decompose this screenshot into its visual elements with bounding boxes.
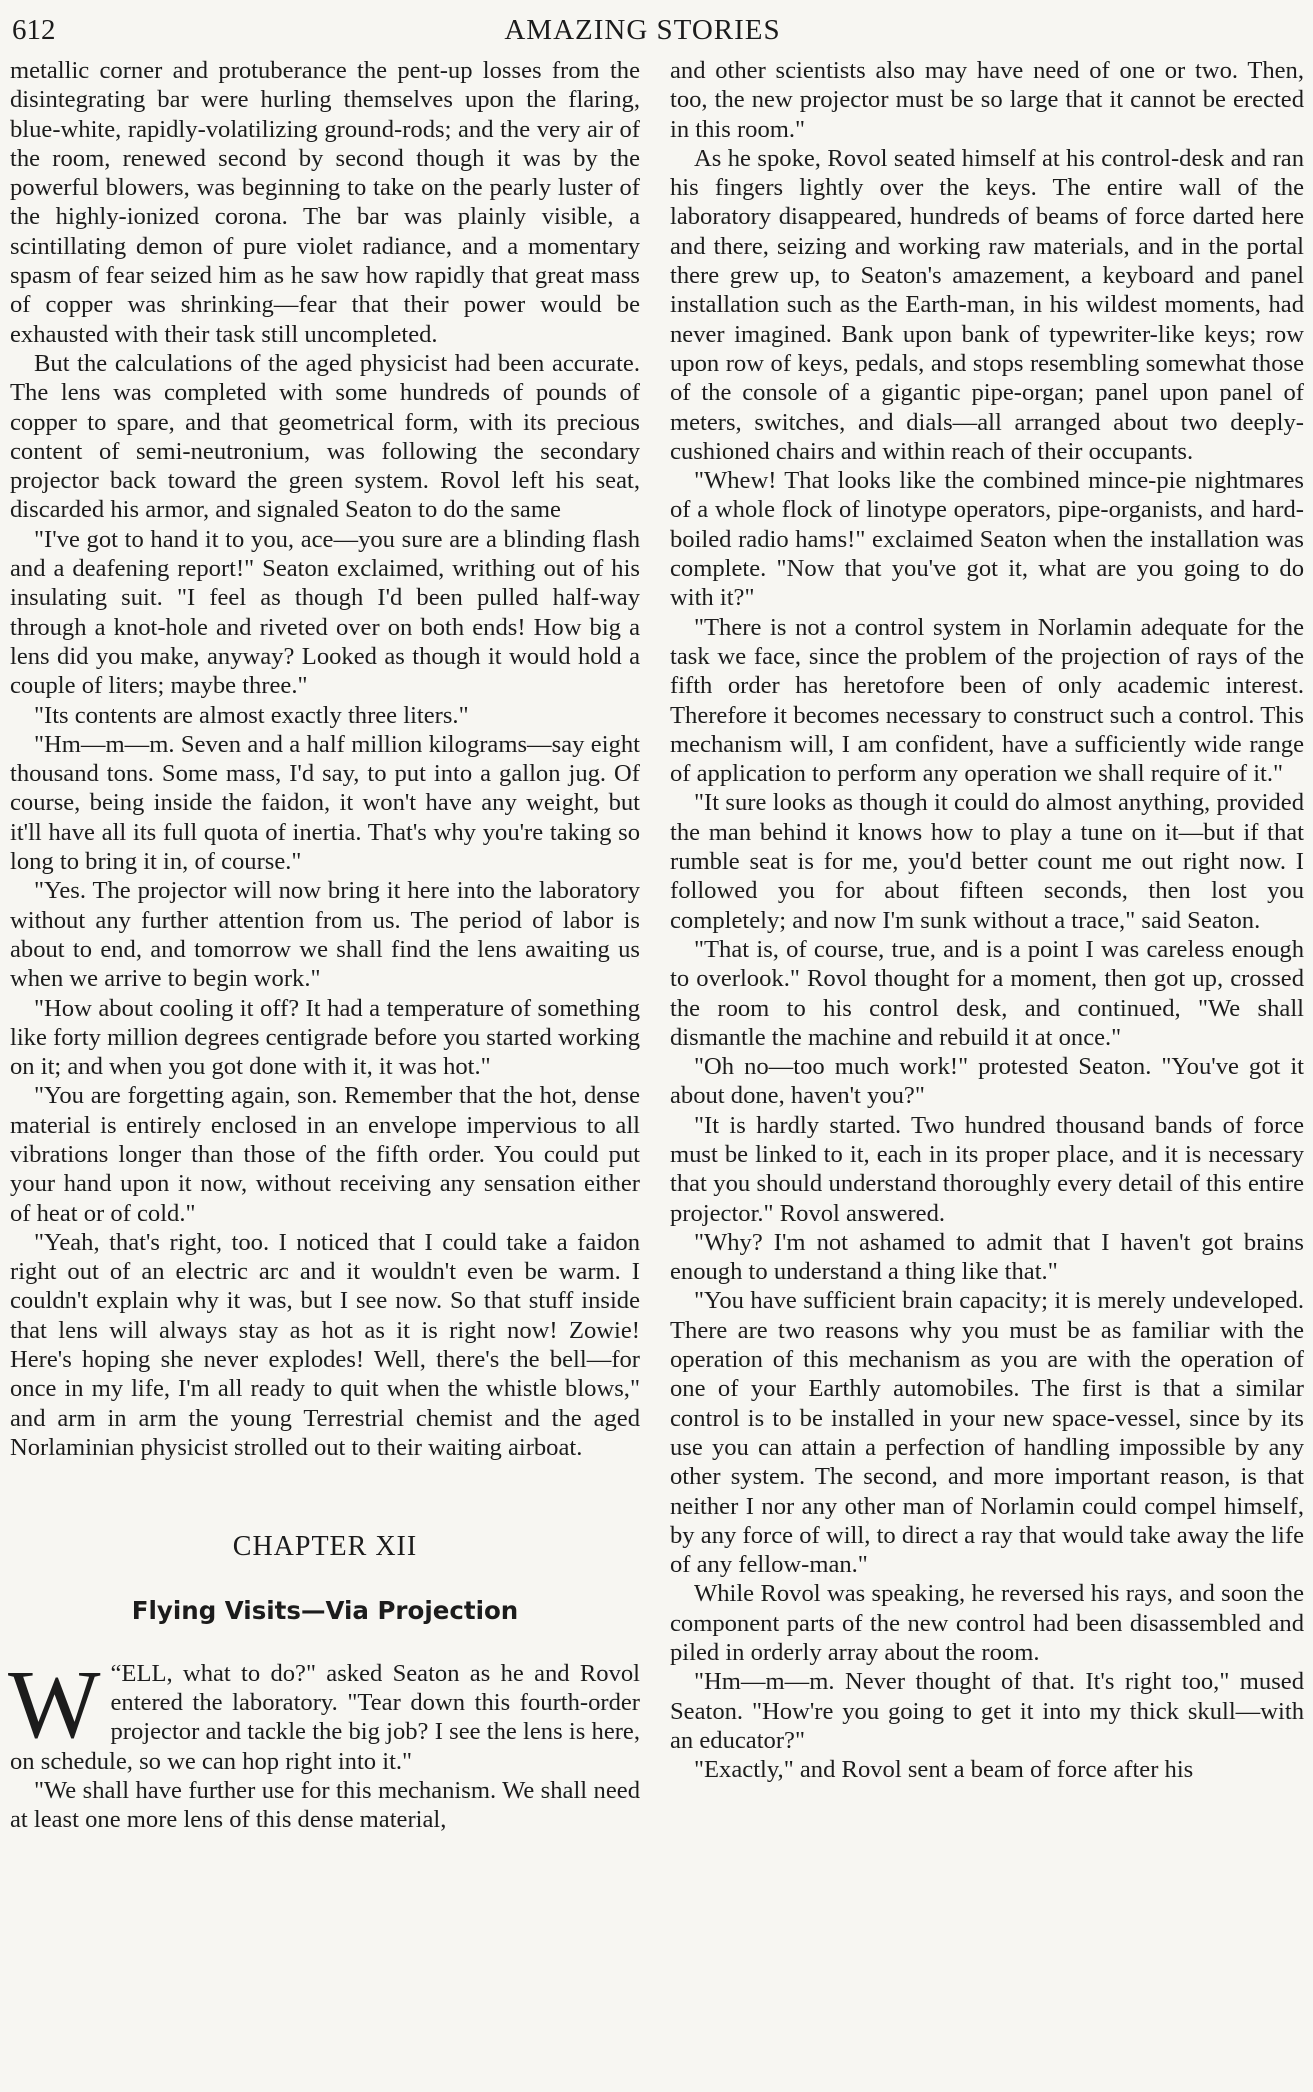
paragraph: metallic corner and protuberance the pent-up losses from the disintegrating bar were hurling themselves upon the flaring, blue-white, rapidly-volatilizing ground-rods; and the very air of the room, renewed second by second though it was by the powerful blowers, was beginning to take on the pearly luster of the highly-ionized corona. The bar was plainly visible, a scintillating demon of pure violet radiance, and a momentary spasm of fear seized him as he saw how rapidly that great mass of copper was shrinking—fear that their power would be exhausted with their task still uncompleted. bbox=[10, 57, 640, 348]
paragraph: "There is not a control system in Norlamin adequate for the task we face, since the problem of the projection of rays of the fifth order has heretofore been of only academic interest. Therefore it becomes necessary to construct such a control. This mechanism will, I am confident, have a sufficiently wide range of application to perform any operation we shall require of it." bbox=[670, 613, 1304, 788]
paragraph: "Hm—m—m. Never thought of that. It's right too," mused Seaton. "How're you going to get it into my thick skull—with an educator?" bbox=[670, 1668, 1304, 1754]
chapter-title: Flying Visits—Via Projection bbox=[131, 1595, 519, 1625]
paragraph: "Oh no—too much work!" protested Seaton. "You've got it about done, haven't you?" bbox=[670, 1053, 1304, 1110]
paragraph: "Its contents are almost exactly three liters." bbox=[34, 701, 469, 729]
paragraph: "Yes. The projector will now bring it here into the laboratory without any further attention from us. The period of labor is about to end, and tomorrow we shall find the lens awaiting us when we arrive to begin work." bbox=[10, 877, 640, 993]
open-quote: “ bbox=[110, 1659, 122, 1687]
paragraph: But the calculations of the aged physicist had been accurate. The lens was completed with some hundreds of pounds of copper to spare, and that geometrical form, with its precious content of semi-neutronium, was following the secondary projector back toward the green system. Rovol left his seat, discarded his armor, and signaled Seaton to do the same bbox=[10, 349, 640, 524]
paragraph: "It is hardly started. Two hundred thousand bands of force must be linked to it, each in its proper place, and it is necessary that you should understand thoroughly every detail of this entire projector." Rovol answered. bbox=[670, 1111, 1304, 1227]
paragraph: "We shall have further use for this mechanism. We shall need at least one more lens of this dense material, bbox=[10, 1777, 640, 1834]
paragraph: "How about cooling it off? It had a temperature of something like forty million degrees centigrade before you started working on it; and when you got done with it, it was hot." bbox=[10, 994, 640, 1081]
paragraph: and other scientists also may have need of one or two. Then, too, the new projector must be so large that it cannot be erected in this room." bbox=[670, 57, 1304, 143]
page-header bbox=[12, 10, 1273, 54]
paragraph: "Whew! That looks like the combined mince-pie nightmares of a whole flock of linotype operators, pipe-organists, and hard-boiled radio hams!" exclaimed Seaton when the installation was complete. "Now that you've got it, what are you going to do with it?" bbox=[670, 467, 1304, 612]
paragraph: As he spoke, Rovol seated himself at his control-desk and ran his fingers lightly over the keys. The entire wall of the laboratory disappeared, hundreds of beams of force darted here and there, seizing and working raw materials, and in the portal there grew up, to Seaton's amazement, a keyboard and panel installation such as the Earth-man, in his wildest moments, had never imagined. Bank upon bank of typewriter-like keys; row upon row of keys, pedals, and stops resembling somewhat those of the console of a gigantic pipe-organ; panel upon panel of meters, switches, and dials—all arranged about two deeply-cushioned chairs and within reach of their occupants. bbox=[670, 144, 1304, 465]
drop-cap-letter: W bbox=[8, 1650, 101, 1759]
paragraph: "I've got to hand it to you, ace—you sure are a blinding flash and a deafening report!" Seaton exclaimed, writhing out of his insulating suit. "I feel as though I'd been pulled half-way through a knot-hole and riveted over on both ends! How big a lens did you make, anyway? Looked as though it would hold a couple of liters; maybe three." bbox=[10, 525, 640, 700]
paragraph: While Rovol was speaking, he reversed his rays, and soon the component parts of the new control had been disassembled and piled in orderly array about the room. bbox=[670, 1580, 1304, 1667]
running-head: AMAZING STORIES bbox=[504, 14, 781, 46]
page-number: 612 bbox=[12, 14, 56, 46]
left-column bbox=[10, 56, 640, 1835]
dropcap-paragraph bbox=[8, 1650, 640, 1776]
paragraph: "You have sufficient brain capacity; it is merely undeveloped. There are two reasons why you must be as familiar with the operation of this mechanism as you are with the operation of one of your Earthly automobiles. The first is that a similar control is to be installed in your new space-vessel, since by its use you can attain a perfection of handling impossible by any other system. The second, and more important reason, is that neither I nor any other man of Norlamin could compel himself, by any force of will, to direct a ray that would take away the life of any fellow-man." bbox=[670, 1287, 1304, 1579]
paragraph: "Exactly," and Rovol sent a beam of force after his bbox=[694, 1756, 1194, 1784]
paragraph: "You are forgetting again, son. Remember that the hot, dense material is entirely enclosed in an envelope impervious to all vibrations longer than those of the fifth order. You could put your hand upon it now, without receiving any sensation either of heat or of cold." bbox=[10, 1082, 640, 1227]
right-column bbox=[670, 56, 1304, 1785]
dropcap-text: ELL, what to do?" asked Seaton as he and Rovol entered the laboratory. "Tear down this fourth-order projector and tackle the big job? I see the lens is here, on schedule, so we can hop right into it." bbox=[10, 1659, 640, 1775]
paragraph: "That is, of course, true, and is a point I was careless enough to overlook." Rovol thought for a moment, then got up, crossed the room to his control desk, and continued, "We shall dismantle the machine and rebuild it at once." bbox=[670, 935, 1304, 1051]
paragraph: "Yeah, that's right, too. I noticed that I could take a faidon right out of an electric arc and it wouldn't even be warm. I couldn't explain why it was, but I see now. So that stuff inside that lens will always stay as hot as it is right now! Zowie! Here's hoping she never explodes! Well, there's the bell—for once in my life, I'm all ready to quit when the whistle blows," and arm in arm the young Terrestrial chemist and the aged Norlaminian physicist strolled out to their waiting airboat. bbox=[10, 1228, 640, 1461]
paragraph: "Why? I'm not ashamed to admit that I haven't got brains enough to understand a thing like that." bbox=[670, 1228, 1304, 1286]
paragraph: "It sure looks as though it could do almost anything, provided the man behind it knows how to play a tune on it—but if that rumble seat is for me, you'd better count me out right now. I followed you for about fifteen seconds, then lost you completely; and now I'm sunk without a trace," said Seaton. bbox=[670, 789, 1304, 934]
paragraph: "Hm—m—m. Seven and a half million kilograms—say eight thousand tons. Some mass, I'd say, to put into a gallon jug. Of course, being inside the faidon, it won't have any weight, but it'll have all its full quota of inertia. That's why you're taking so long to bring it in, of course." bbox=[10, 730, 640, 876]
chapter-heading: CHAPTER XII bbox=[232, 1531, 418, 1563]
